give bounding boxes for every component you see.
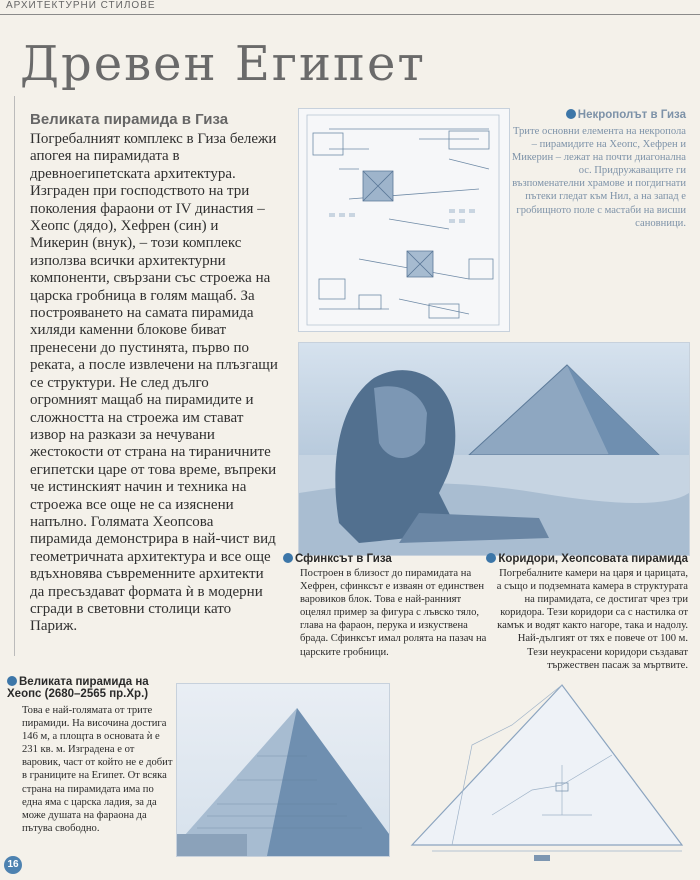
necropolis-map-image	[298, 108, 510, 332]
sphinx-heading: Сфинксът в Гиза	[283, 553, 473, 565]
great-pyramid-image	[176, 683, 390, 857]
necropolis-map-drawing	[299, 109, 509, 331]
page-title: Древен Египет	[20, 36, 426, 92]
great-pyramid-caption: Това е най-голямата от трите пирамиди. На височина достига 146 м, а площта в основата ѝ е 231 кв. м. Изградена е от варовик, част от който не е добит в границите на Египет. От всяка страна на пирамидата има по една яма с царска ладия, за да може душата на фараона да пътува свободно.	[22, 705, 173, 834]
great-pyramid-heading: Великата пирамида на Хеопс (2680–2565 пр.Хр.)	[7, 676, 149, 700]
sphinx-drawing	[299, 343, 689, 555]
page-number: 16	[4, 856, 22, 874]
corridors-heading: Коридори, Хеопсовата пирамида	[486, 553, 688, 565]
bullet-icon	[566, 109, 576, 119]
corridors-caption: Погребалните камери на царя и царицата, а също и подземната камера в структурата на пирамидата, се достигат чрез три коридора. Тези коридори са с настилка от камък и водят както нагоре, така и надолу. Най-дългият от тях е повече от 100 м. Тези неукрасени коридори създават тържествен пасаж за мъртвите.	[496, 568, 688, 671]
bullet-icon	[283, 553, 293, 563]
section-label: АРХИТЕКТУРНИ СТИЛОВЕ	[6, 0, 156, 11]
sphinx-caption: Построен в близост до пирамидата на Хефрен, сфинксът е изваян от единствен варовиков блок. Това е най-ранният оцелял пример за фигура с лъвско тяло, глава на фараон, перука и изкуствена брада. Сфинксът имал ролята на пазач на царските гробници.	[300, 568, 487, 658]
great-pyramid-drawing	[177, 684, 389, 856]
necropolis-caption: Трите основни елемента на некропола – пирамидите на Хеопс, Хефрен и Микерин – лежат на почти диагонална ос. Придружаващите ги възпоменателни храмове и погдигнати пътеки гледат към Нил, а на запад е гробищното поле с мастаби на висши сановници.	[511, 126, 686, 229]
pyramid-section-drawing	[392, 665, 692, 865]
main-heading: Великата пирамида в Гиза	[30, 111, 229, 128]
necropolis-heading: Некрополът в Гиза	[514, 109, 686, 121]
bullet-icon	[486, 553, 496, 563]
bullet-icon	[7, 676, 17, 686]
main-body-text: Погребалният комплекс в Гиза бележи апогея на пирамидата в древноегипетската архитектура. Изграден при господството на три поколения фараони от IV династия – Хеопс (дядо), Хефрен (син) и Микерин (внук), – този комплекс използва всички архитектурни компоненти, свързани със строежа на царска гробница в голям мащаб. За построяването на самата пирамида хиляди каменни блокове биват пренесени до пустинята, първо по реката, а после извлечени на плъзгащи се структури. Не след дълго огромният мащаб на пирамидите и сложността на строежа им стават извор на разкази за нечувани жестокости от страна на тираничните египетски царе от това време, въпреки че истинският начин и техника на строежа все още не са изяснени напълно. Голямата Хеопсова пирамида демонстрира в най-чист вид геометричната архитектура и все още вдъхновява съвременните архитекти да пресъздават формата ѝ в модерни сгради в световни столици като Париж.	[30, 131, 278, 635]
pyramid-section-diagram	[392, 665, 692, 865]
sphinx-image	[298, 342, 690, 556]
margin-rule	[14, 96, 15, 656]
